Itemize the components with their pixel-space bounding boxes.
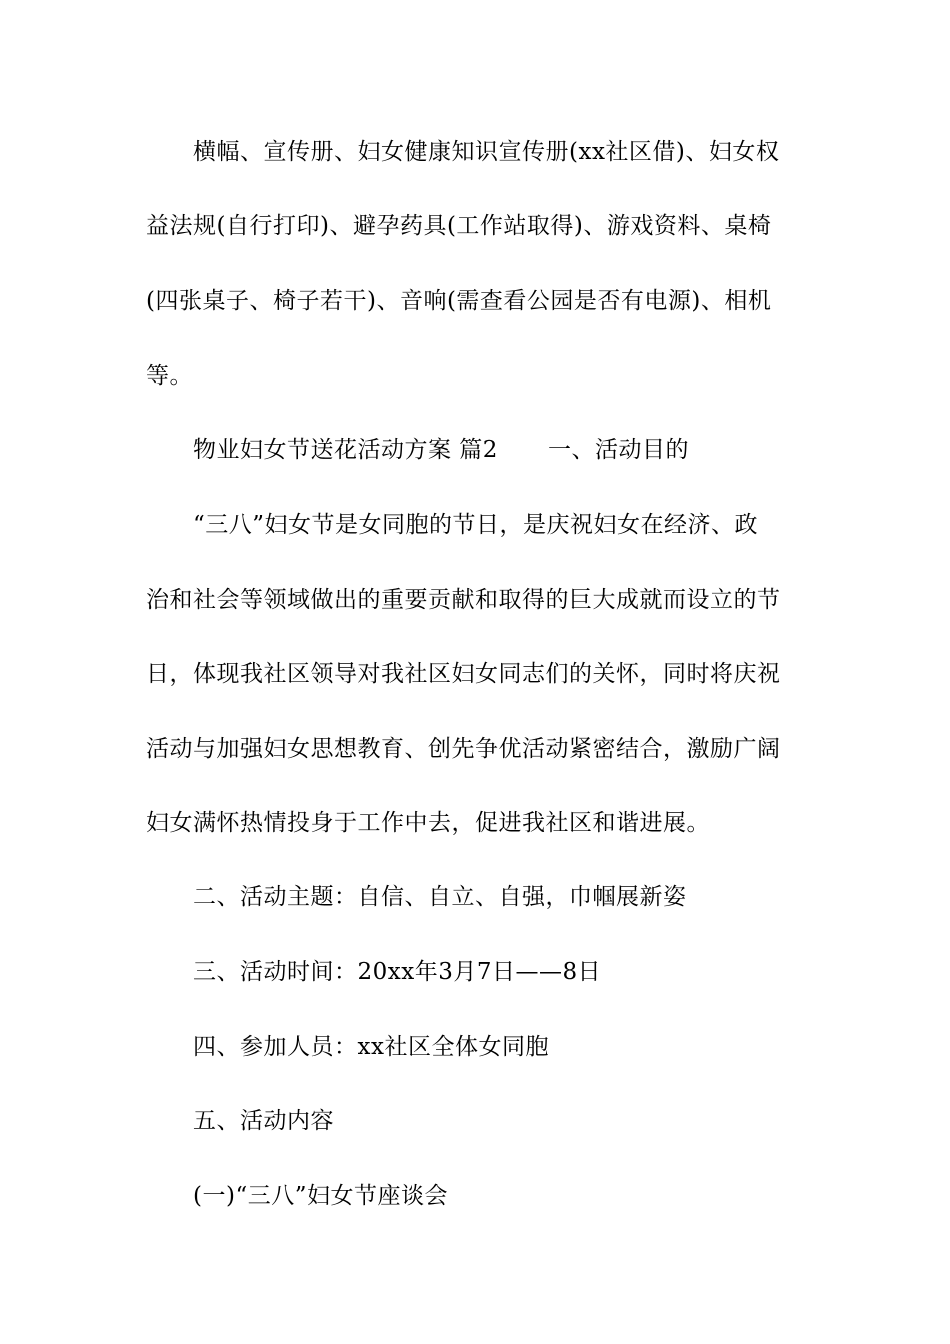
para2-line-1: “三八”妇女节是女同胞的节日，是庆祝妇女在经济、政 [193,512,759,538]
para1-line-1: 横幅、宣传册、妇女健康知识宣传册(xx社区借)、妇女权 [193,139,780,165]
para2-line-4: 活动与加强妇女思想教育、创先争优活动紧密结合，激励广阔 [146,736,781,762]
para1-line-4: 等。 [146,363,193,389]
para2-line-2: 治和社会等领域做出的重要贡献和取得的巨大成就而设立的节 [146,587,781,613]
item-content: 五、活动内容 [193,1108,334,1134]
item-forum: (一)“三八”妇女节座谈会 [193,1183,448,1209]
para2-line-5: 妇女满怀热情投身于工作中去，促进我社区和谐进展。 [146,810,710,836]
item-time: 三、活动时间：20xx年3月7日——8日 [193,959,602,985]
section-heading [193,435,873,465]
para2-line-3: 日，体现我社区领导对我社区妇女同志们的关怀，同时将庆祝 [146,661,781,687]
section-title: 一、活动目的 [547,437,689,463]
item-theme: 二、活动主题：自信、自立、自强，巾帼展新姿 [193,884,687,910]
item-participants: 四、参加人员：xx社区全体女同胞 [193,1034,549,1060]
para1-line-3: (四张桌子、椅子若干)、音响(需查看公园是否有电源)、相机 [146,288,772,314]
plan-title: 物业妇女节送花活动方案 篇2 [193,437,498,463]
para1-line-2: 益法规(自行打印)、避孕药具(工作站取得)、游戏资料、桌椅 [146,213,772,239]
